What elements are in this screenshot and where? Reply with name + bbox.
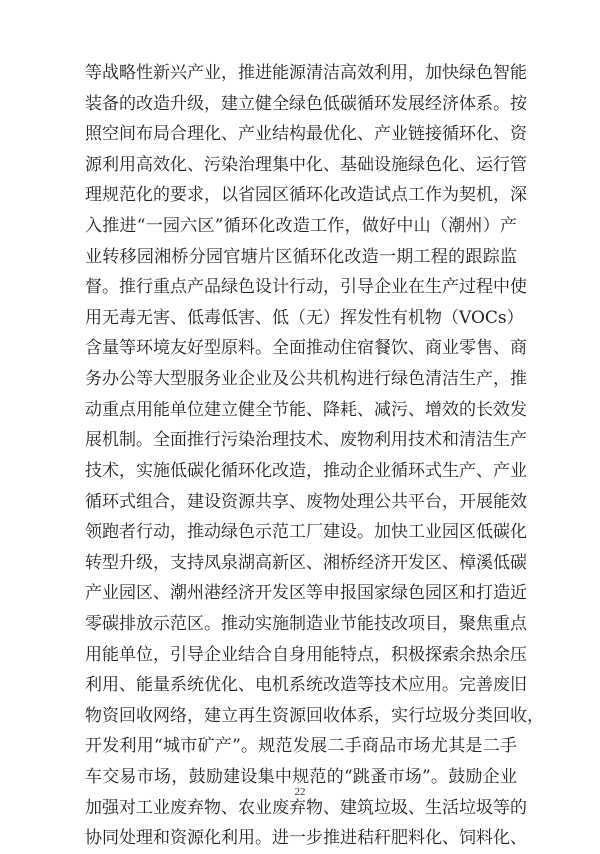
text-line: 物资回收网络，建立再生资源回收体系，实行垃圾分类回收， [85, 705, 544, 726]
text-line: 理规范化的要求，以省园区循环化改造试点工作为契机，深 [85, 185, 527, 206]
text-line: 督。推行重点产品绿色设计行动，引导企业在生产过程中使 [85, 277, 527, 298]
text-line: 用能单位，引导企业结合自身用能特点，积极探索余热余压 [85, 644, 527, 665]
text-line: 车交易市场，鼓励建设集中规范的“跳蚤市场”。鼓励企业 [85, 767, 517, 788]
text-line: 产业园区、潮州港经济开发区等申报国家绿色园区和打造近 [85, 583, 527, 604]
text-line: 转型升级，支持凤泉湖高新区、湘桥经济开发区、樟溪低碳 [85, 552, 527, 573]
text-line: 入推进“一园六区”循环化改造工作，做好中山（潮州）产 [85, 216, 517, 237]
text-line: 等战略性新兴产业，推进能源清洁高效利用，加快绿色智能 [85, 63, 527, 83]
text-line: 用无毒无害、低毒低害、低（无）挥发性有机物（VOCs） [85, 307, 524, 328]
text-line: 利用、能量系统优化、电机系统改造等技术应用。完善废旧 [85, 675, 527, 696]
text-line: 零碳排放示范区。推动实施制造业节能技改项目，聚焦重点 [85, 613, 527, 634]
text-line: 照空间布局合理化、产业结构最优化、产业链接循环化、资 [85, 124, 527, 145]
text-line: 源利用高效化、污染治理集中化、基础设施绿色化、运行管 [85, 154, 527, 175]
text-line: 业转移园湘桥分园官塘片区循环化改造一期工程的跟踪监 [85, 246, 517, 267]
body-text [85, 58, 544, 854]
text-line: 开发利用“城市矿产”。规范发展二手商品市场尤其是二手 [85, 736, 517, 757]
text-line: 动重点用能单位建立健全节能、降耗、减污、增效的长效发 [85, 399, 527, 420]
page-number: 22 [294, 786, 306, 798]
text-line: 领跑者行动，推动绿色示范工厂建设。加快工业园区低碳化 [85, 522, 527, 543]
text-line: 务办公等大型服务业企业及公共机构进行绿色清洁生产，推 [85, 369, 527, 390]
text-line: 展机制。全面推行污染治理技术、废物利用技术和清洁生产 [85, 430, 527, 451]
text-line: 技术，实施低碳化循环化改造，推动企业循环式生产、产业 [85, 460, 527, 481]
text-line: 含量等环境友好型原料。全面推动住宿餐饮、商业零售、商 [85, 338, 527, 359]
text-line: 装备的改造升级，建立健全绿色低碳循环发展经济体系。按 [85, 93, 527, 114]
text-line: 加强对工业废弃物、农业废弃物、建筑垃圾、生活垃圾等的 [85, 797, 527, 818]
text-line: 循环式组合，建设资源共享、废物处理公共平台，开展能效 [85, 491, 527, 512]
text-line: 协同处理和资源化利用。进一步推进秸秆肥料化、饲料化、 [85, 828, 527, 849]
